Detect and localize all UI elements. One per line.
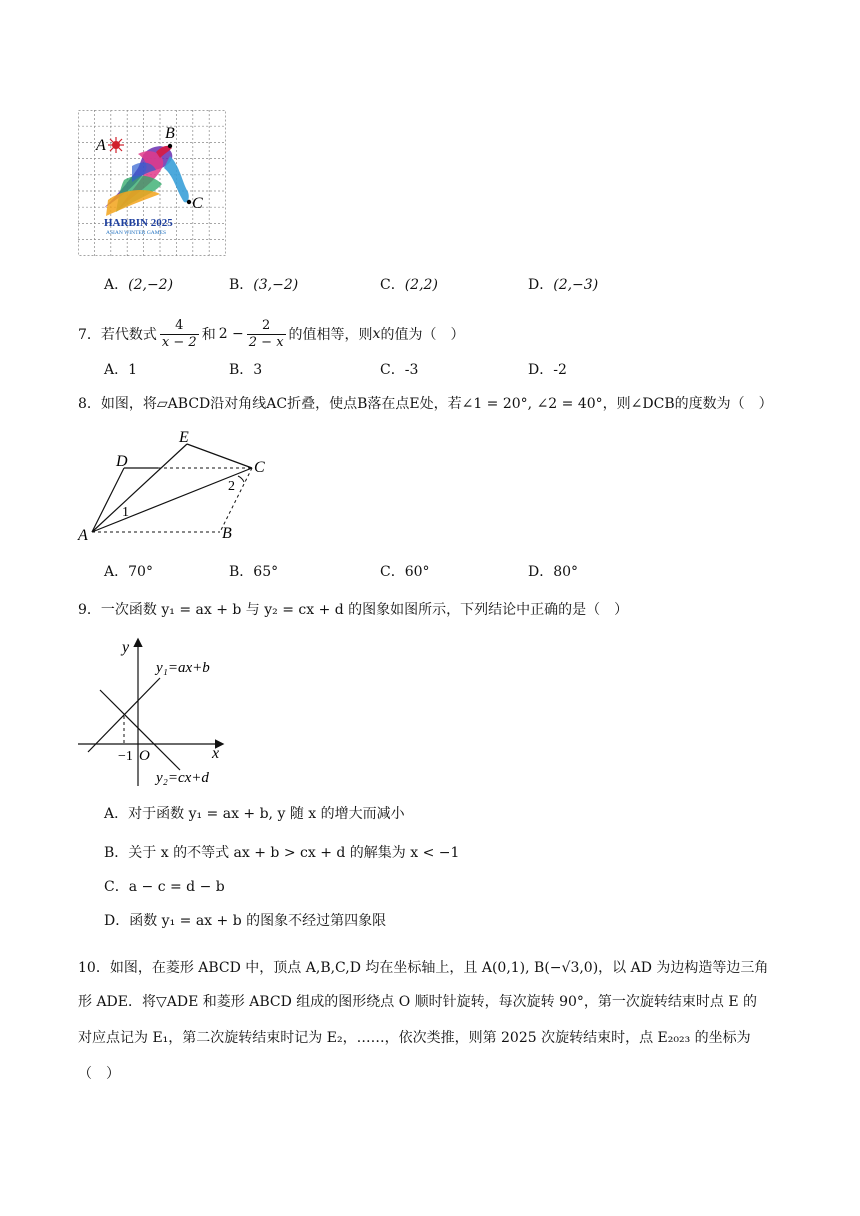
question-9-text: 9．一次函数 y₁ = ax + b 与 y₂ = cx + d 的图象如图所示，下列结论中正确的是（ ）: [78, 602, 629, 618]
q7-option-d[interactable]: D．-2: [528, 362, 567, 378]
q7-text-2: 和: [201, 327, 216, 343]
q7-text-3: 的值相等，则: [288, 327, 373, 343]
neg-one-tick: −1: [118, 749, 133, 764]
q7-variable: x: [372, 326, 381, 342]
q6-option-b[interactable]: B．(3,−2): [229, 277, 299, 293]
harbin-logo-figure: [78, 110, 226, 256]
logo-subtitle-text: ASIAN WINTER GAMES: [106, 230, 167, 236]
q7-text-4: 的值为（ ）: [380, 327, 465, 343]
question-10-line-3: 对应点记为 E₁，第二次旋转结束时记为 E₂，……，依次类推，则第 2025 次旋转结束时，点 E₂₀₂₃ 的坐标为: [78, 1030, 751, 1046]
label-e: E: [179, 429, 189, 446]
q6-option-a[interactable]: A．(2,−2): [104, 277, 174, 293]
q8-option-d[interactable]: D．80°: [528, 564, 579, 580]
point-a-label: A: [96, 137, 106, 154]
angle-1-label: 1: [122, 505, 129, 520]
label-a: A: [78, 527, 88, 544]
q6-option-d[interactable]: D．(2,−3): [528, 277, 599, 293]
q9-option-d[interactable]: D．函数 y₁ = ax + b 的图象不经过第四象限: [104, 913, 387, 929]
q7-option-c[interactable]: C．-3: [380, 362, 419, 378]
q9-option-c[interactable]: C．a − c = d − b: [104, 879, 225, 895]
line-y2-label: y₂=cx+d: [156, 770, 209, 786]
q7-fraction-1: 4 x − 2: [161, 317, 197, 350]
q9-linear-graph: [76, 632, 236, 790]
label-c: C: [254, 459, 265, 476]
angle-2-label: 2: [228, 479, 235, 494]
question-10-line-1: 10．如图，在菱形 ABCD 中，顶点 A,B,C,D 均在坐标轴上，且 A(0,1), B(−√3,0)，以 AD 为边构造等边三角: [78, 960, 769, 976]
q7-number: 7．: [78, 327, 101, 343]
y-axis-label: y: [122, 639, 130, 656]
q8-parallelogram-figure: [76, 428, 276, 544]
origin-label: O: [139, 748, 150, 764]
question-8-text: 8．如图，将▱ABCD沿对角线AC折叠，使点B落在点E处，若∠1 = 20°, ∠2 = 40°，则∠DCB的度数为（ ）: [78, 396, 773, 412]
logo-title-text: HARBIN 2025: [104, 217, 173, 229]
q8-option-b[interactable]: B．65°: [229, 564, 279, 580]
question-10-line-4: （ ）: [78, 1066, 120, 1082]
label-d: D: [116, 453, 128, 470]
question-7: [78, 312, 464, 356]
q9-option-b[interactable]: B．关于 x 的不等式 ax + b > cx + d 的解集为 x < −1: [104, 845, 460, 861]
q8-option-c[interactable]: C．60°: [380, 564, 430, 580]
q8-option-a[interactable]: A．70°: [104, 564, 153, 580]
question-10-line-2: 形 ADE．将▽ADE 和菱形 ABCD 组成的图形绕点 O 顺时针旋转，每次旋转 90°，第一次旋转结束时点 E 的: [78, 994, 758, 1010]
label-b: B: [222, 525, 232, 542]
q6-option-c[interactable]: C．(2,2): [380, 277, 438, 293]
point-c-label: C: [192, 195, 203, 212]
q7-text-1: 若代数式: [100, 327, 157, 343]
q7-option-b[interactable]: B．3: [229, 362, 263, 378]
q7-fraction-2: $\frac{2}{2 - x}$: [248, 317, 284, 350]
q9-option-a[interactable]: A．对于函数 y₁ = ax + b, y 随 x 的增大而减小: [104, 806, 405, 822]
q7-expr-2: 2 −: [218, 326, 244, 342]
q7-option-a[interactable]: A．1: [104, 362, 138, 378]
point-b-label: B: [165, 125, 175, 142]
line-y1-label: y₁=ax+b: [156, 660, 210, 676]
x-axis-label: x: [212, 745, 220, 762]
